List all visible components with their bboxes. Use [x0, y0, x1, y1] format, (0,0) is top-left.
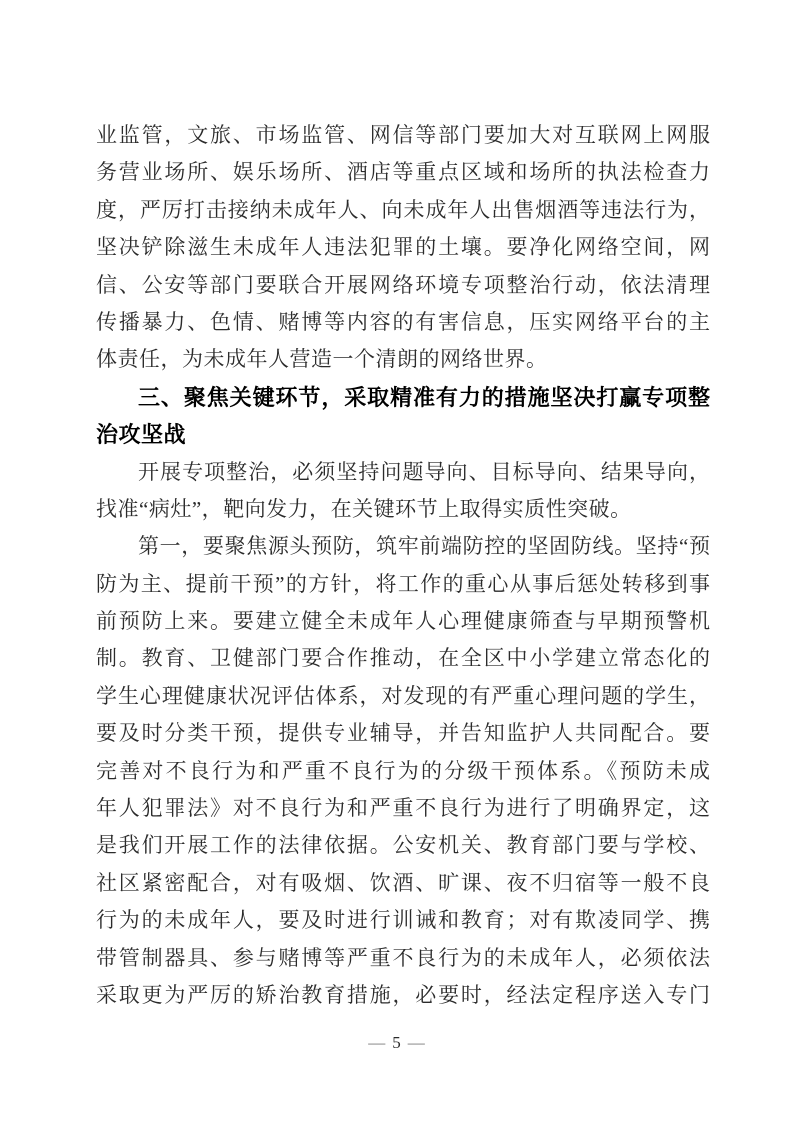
- footer-dash-right: —: [407, 1033, 425, 1052]
- text-line: 前预防上来。要建立健全未成年人心理健康筛查与早期预警机: [96, 609, 710, 634]
- text-line: 采取更为严厉的矫治教育措施，必要时，经法定程序送入专门: [96, 982, 710, 1007]
- text-line: 年人犯罪法》对不良行为和严重不良行为进行了明确界定，这: [96, 796, 710, 821]
- text-line: 完善对不良行为和严重不良行为的分级干预体系。《预防未成: [96, 758, 710, 783]
- heading-line: 三、聚焦关键环节，采取精准有力的措施坚决打赢专项整: [138, 384, 710, 410]
- text-line: 制。教育、卫健部门要合作推动，在全区中小学建立常态化的: [96, 646, 710, 671]
- text-line: 传播暴力、色情、赌博等内容的有害信息，压实网络平台的主: [96, 309, 710, 334]
- text-line: 务营业场所、娱乐场所、酒店等重点区域和场所的执法检查力: [96, 160, 710, 185]
- footer-dash-left: —: [368, 1033, 386, 1052]
- text-line: 行为的未成年人，要及时进行训诫和教育；对有欺凌同学、携: [96, 908, 710, 933]
- text-line: 第一，要聚焦源头预防，筑牢前端防控的坚固防线。坚持“预: [138, 534, 710, 559]
- text-line: 体责任，为未成年人营造一个清朗的网络世界。: [96, 347, 548, 372]
- text-line: 要及时分类干预，提供专业辅导，并告知监护人共同配合。要: [96, 721, 710, 746]
- text-line: 防为主、提前干预”的方针，将工作的重心从事后惩处转移到事: [96, 571, 710, 596]
- text-line: 度，严厉打击接纳未成年人、向未成年人出售烟酒等违法行为，: [96, 197, 710, 222]
- text-line: 找准“病灶”，靶向发力，在关键环节上取得实质性突破。: [96, 496, 632, 521]
- text-line: 开展专项整治，必须坚持问题导向、目标导向、结果导向，: [138, 459, 710, 484]
- text-line: 信、公安等部门要联合开展网络环境专项整治行动，依法清理: [96, 272, 710, 297]
- text-line: 带管制器具、参与赌博等严重不良行为的未成年人，必须依法: [96, 945, 710, 970]
- document-body: [96, 117, 710, 1014]
- text-line: 社区紧密配合，对有吸烟、饮酒、旷课、夜不归宿等一般不良: [96, 870, 710, 895]
- page-number: 5: [392, 1033, 401, 1052]
- text-line: 业监管，文旅、市场监管、网信等部门要加大对互联网上网服: [96, 123, 710, 147]
- text-line: 坚决铲除滋生未成年人违法犯罪的土壤。要净化网络空间，网: [96, 235, 710, 260]
- text-line: 是我们开展工作的法律依据。公安机关、教育部门要与学校、: [96, 833, 710, 858]
- heading-line: 治攻坚战: [96, 422, 187, 448]
- text-line: 学生心理健康状况评估体系，对发现的有严重心理问题的学生，: [96, 683, 710, 708]
- page-footer: [0, 1033, 793, 1053]
